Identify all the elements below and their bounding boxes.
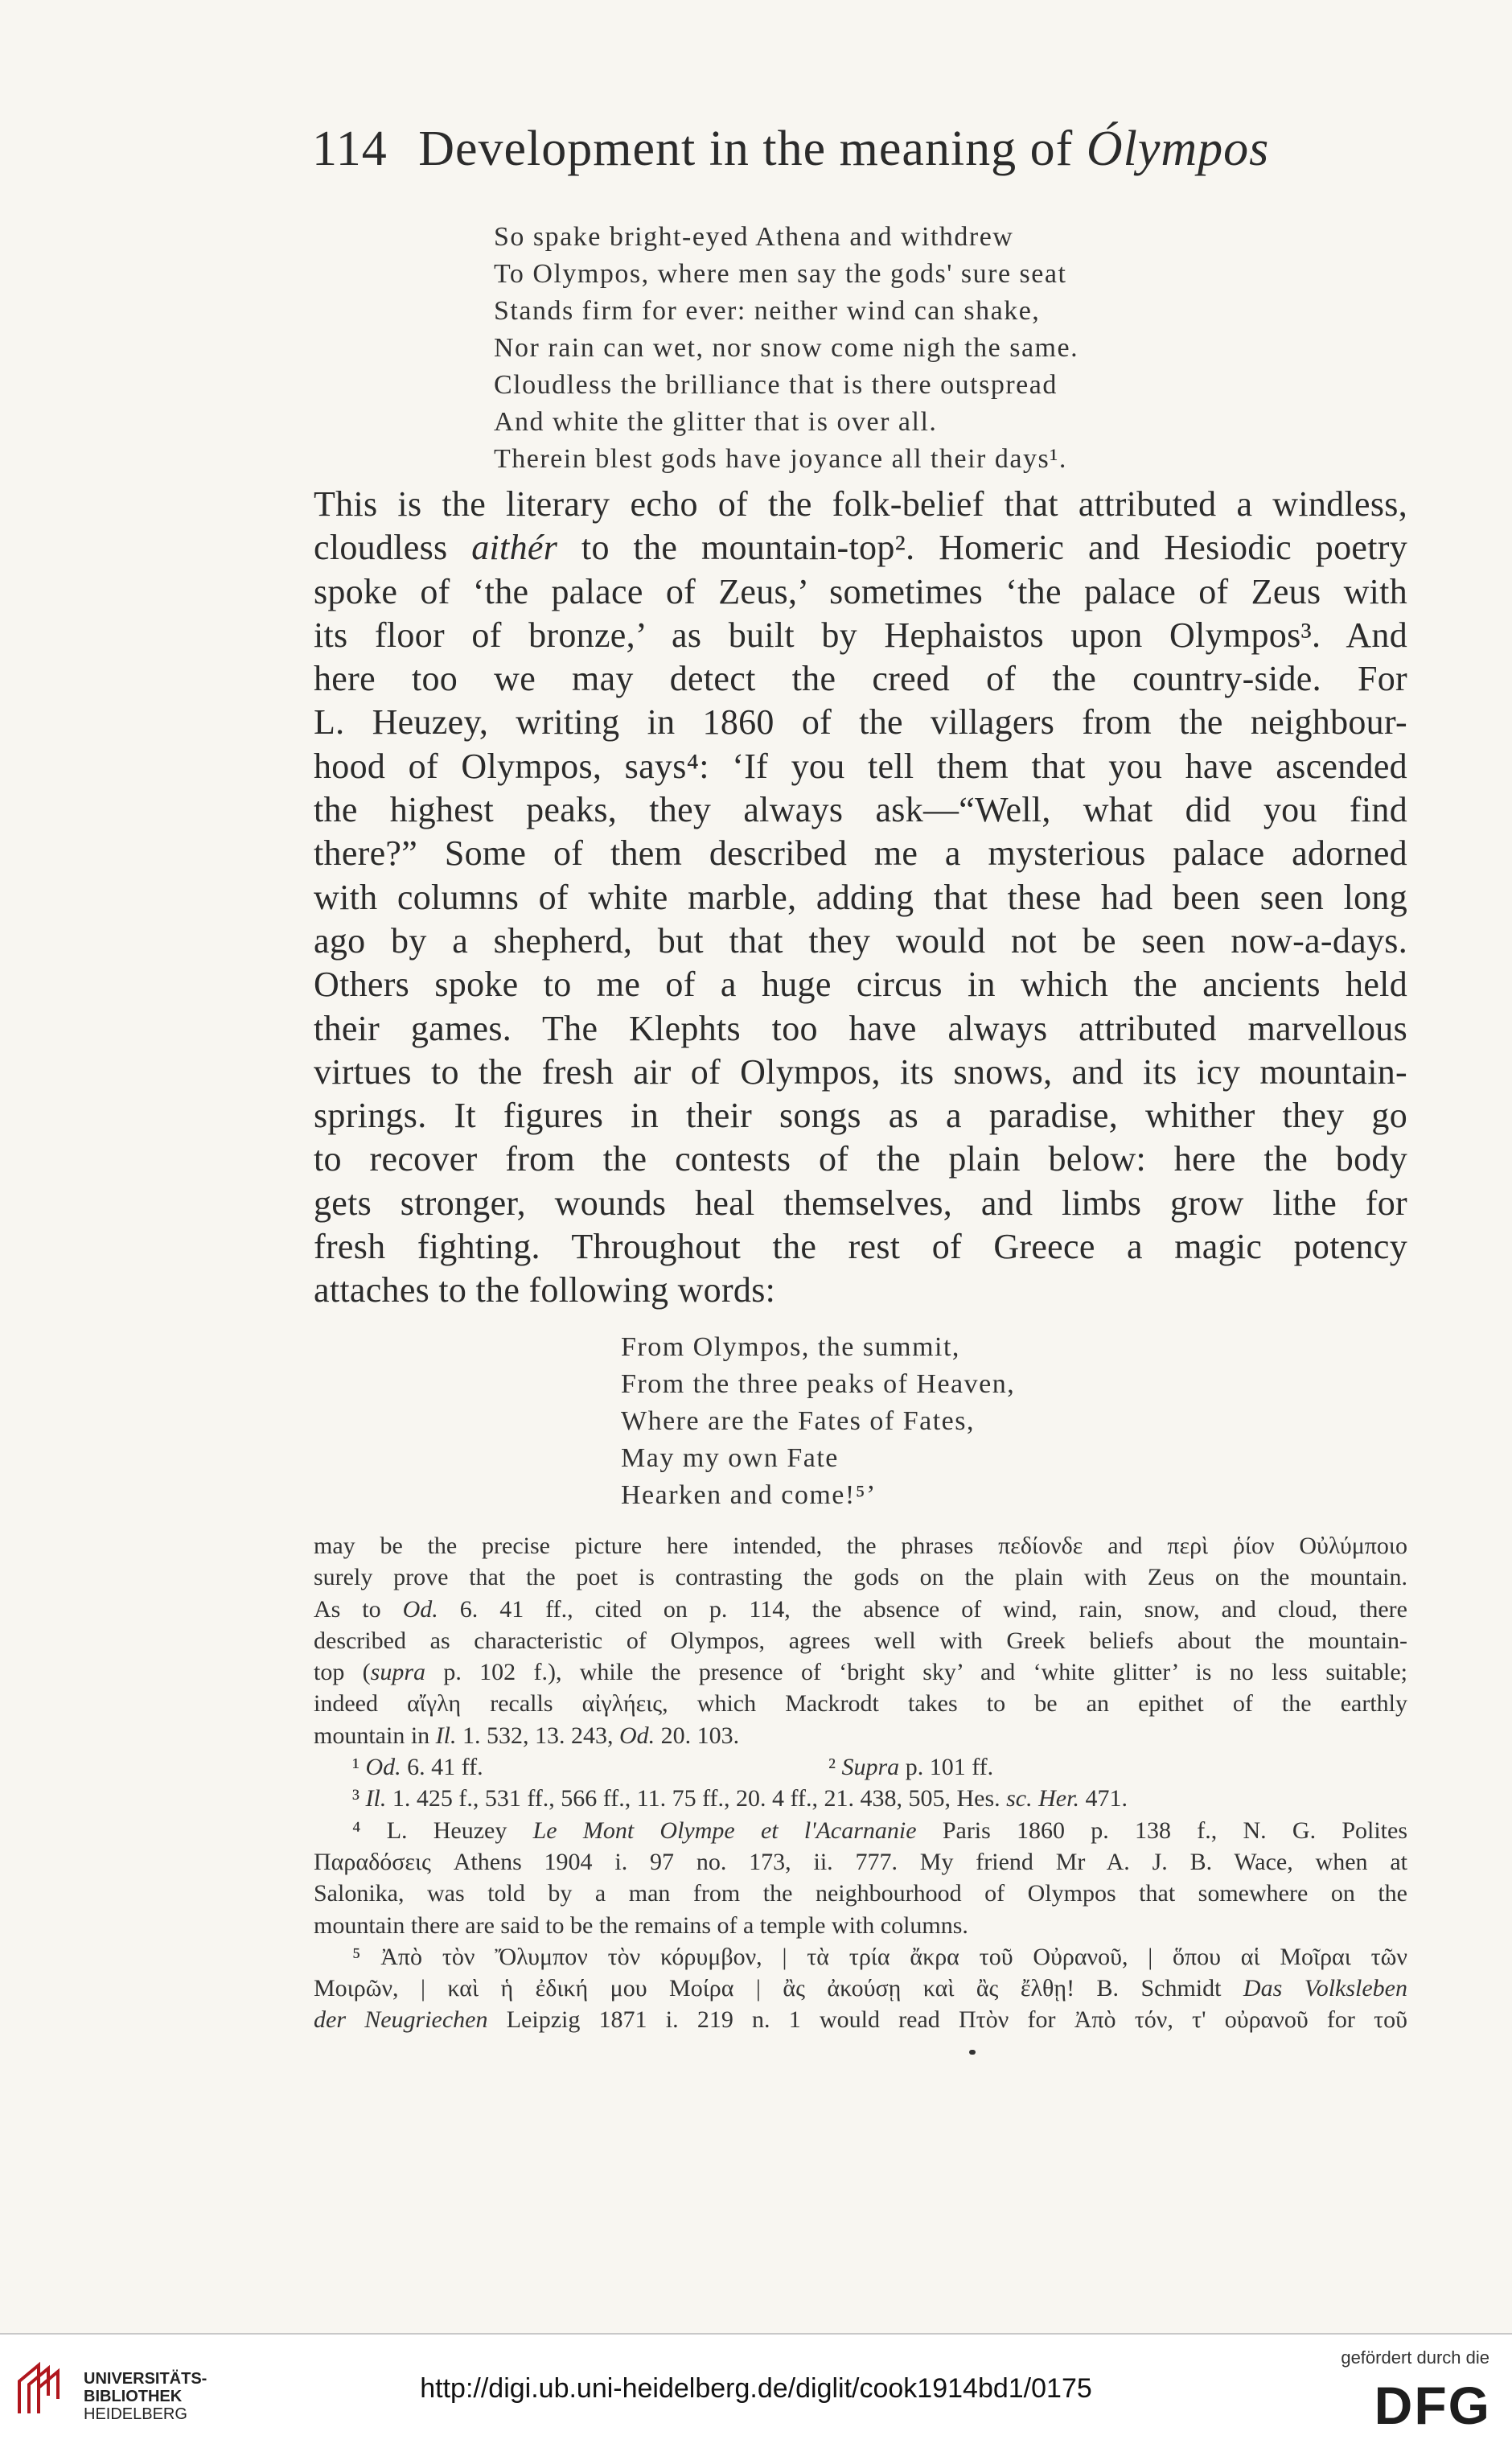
body-line: cloudless aithér to the mountain-top². Homeric and Hesiodic poetry (314, 528, 1407, 568)
footnote-5: ⁵ Ἀπὸ τὸν Ὄλυμπον τὸν κόρυμβον, | τὰ τρία ἄκρα τοῦ Οὐρανοῦ, | ὅπου αἱ Μοῖραι τῶν (352, 1943, 1407, 1970)
verse-line: From Olympos, the summit, (621, 1332, 960, 1362)
verse-line: Stands firm for ever: neither wind can shake, (494, 296, 1041, 326)
footnote-line: top (supra p. 102 f.), while the presence of ‘bright sky’ and ‘white glitter’ is no less suitable; (314, 1659, 1408, 1686)
body-line: virtues to the fresh air of Olympos, its snows, and its icy mountain- (314, 1051, 1407, 1092)
body-paragraph (314, 483, 1407, 1313)
verse-line: To Olympos, where men say the gods' sure seat (494, 259, 1067, 289)
verse-line: Nor rain can wet, nor snow come nigh the same. (494, 333, 1079, 363)
body-line: to recover from the contests of the plain below: here the body (314, 1139, 1407, 1179)
verse-line: Therein blest gods have joyance all their days¹. (494, 444, 1067, 474)
body-line: here too we may detect the creed of the country-side. For (314, 659, 1407, 699)
body-line: its floor of bronze,’ as built by Hephaistos upon Olympos³. And (314, 615, 1407, 655)
footnote-line: mountain in Il. 1. 532, 13. 243, Od. 20. 103. (314, 1722, 740, 1749)
footnote-line: Μοιρῶν, | καὶ ἡ ἐδική μου Μοίρα | ἂς ἀκούσῃ καὶ ἂς ἔλθῃ! B. Schmidt Das Volksleben (314, 1975, 1407, 2002)
verse-quotation-odyssey (494, 219, 1079, 478)
footnotes (314, 1530, 1407, 2036)
verse-quotation-folk-song (621, 1329, 1015, 1514)
page-mark (969, 2050, 976, 2055)
footnote-line: mountain there are said to be the remains of a temple with columns. (314, 1911, 968, 1939)
body-line: L. Heuzey, writing in 1860 of the villagers from the neighbour- (314, 702, 1407, 743)
body-line: springs. It figures in their songs as a paradise, whither they go (314, 1096, 1407, 1136)
body-line: spoke of ‘the palace of Zeus,’ sometimes ‘the palace of Zeus with (314, 571, 1407, 611)
header-title: Development in the meaning of (418, 121, 1074, 176)
university-library-name: UNIVERSITÄTS- BIBLIOTHEK HEIDELBERG (84, 2370, 207, 2423)
footnote-line: Salonika, was told by a man from the neighbourhood of Olympos that somewhere on the (314, 1880, 1407, 1907)
body-line: fresh fighting. Throughout the rest of Greece a magic potency (314, 1227, 1407, 1267)
header-title-italic: Ólympos (1086, 121, 1270, 176)
footnote-line: described as characteristic of Olympos, agrees well with Greek beliefs about the mountain- (314, 1627, 1407, 1654)
verse-line: Hearken and come!⁵’ (621, 1480, 877, 1510)
running-header (312, 121, 1390, 178)
body-line: hood of Olympos, says⁴: ‘If you tell them that you have ascended (314, 746, 1407, 786)
verse-line: And white the glitter that is over all. (494, 407, 938, 437)
body-line: gets stronger, wounds heal themselves, and limbs grow lithe for (314, 1183, 1407, 1223)
footnote-line: der Neugriechen Leipzig 1871 i. 219 n. 1 would read Πτὸν for Ἀπὸ τόν, τ' οὐρανοῦ for τοῦ (314, 2006, 1408, 2034)
footnote-3: ³ Il. 1. 425 f., 531 ff., 566 ff., 11. 75 ff., 20. 4 ff., 21. 438, 505, Hes. sc. Her. 471. (352, 1785, 1128, 1812)
verse-line: Cloudless the brilliance that is there outspread (494, 370, 1058, 400)
footnote-1: ¹ Od. 6. 41 ff. (352, 1754, 483, 1781)
footnote-line: As to Od. 6. 41 ff., cited on p. 114, the absence of wind, rain, snow, and cloud, there (314, 1595, 1407, 1623)
footnote-line: indeed αἴγλη recalls αἰγλήεις, which Mackrodt takes to be an epithet of the earthly (314, 1690, 1407, 1718)
body-line: ago by a shepherd, but that they would not be seen now-a-days. (314, 920, 1407, 961)
verse-line: May my own Fate (621, 1443, 839, 1473)
body-line: their games. The Klephts too have always attributed marvellous (314, 1008, 1407, 1048)
body-line: Others spoke to me of a huge circus in which the ancients held (314, 965, 1407, 1005)
verse-line: Where are the Fates of Fates, (621, 1406, 975, 1436)
footnote-1-and-2 (314, 1751, 1407, 1783)
footnote-line: surely prove that the poet is contrasting the gods on the plain with Zeus on the mountain. (314, 1564, 1407, 1591)
footnote-4: ⁴ L. Heuzey Le Mont Olympe et l'Acarnanie Paris 1860 p. 138 f., N. G. Polites (352, 1816, 1407, 1844)
body-line: the highest peaks, they always ask—“Well, what did you find (314, 790, 1407, 830)
source-url-link[interactable]: http://digi.ub.uni-heidelberg.de/diglit/cook1914bd1/0175 (420, 2373, 1092, 2404)
body-line: there?” Some of them described me a mysterious palace adorned (314, 833, 1407, 874)
page-number: 114 (312, 121, 388, 176)
verse-line: From the three peaks of Heaven, (621, 1369, 1016, 1399)
funding-note: gefördert durch die (1341, 2347, 1489, 2368)
dfg-logo: DFG (1374, 2376, 1491, 2435)
footnote-line: Παραδόσεις Athens 1904 i. 97 no. 173, ii. 777. My friend Mr A. J. B. Wace, when at (314, 1848, 1407, 1875)
body-line: attaches to the following words: (314, 1270, 776, 1310)
body-line: This is the literary echo of the folk-belief that attributed a windless, (314, 484, 1407, 524)
footnote-2: ² Supra p. 101 ff. (828, 1754, 994, 1781)
verse-line: So spake bright-eyed Athena and withdrew (494, 222, 1014, 252)
footnote-line: may be the precise picture here intended, the phrases πεδίονδε and περὶ ῥίον Οὐλύμποιο (314, 1533, 1407, 1559)
body-line: with columns of white marble, adding that these had been seen long (314, 877, 1407, 917)
